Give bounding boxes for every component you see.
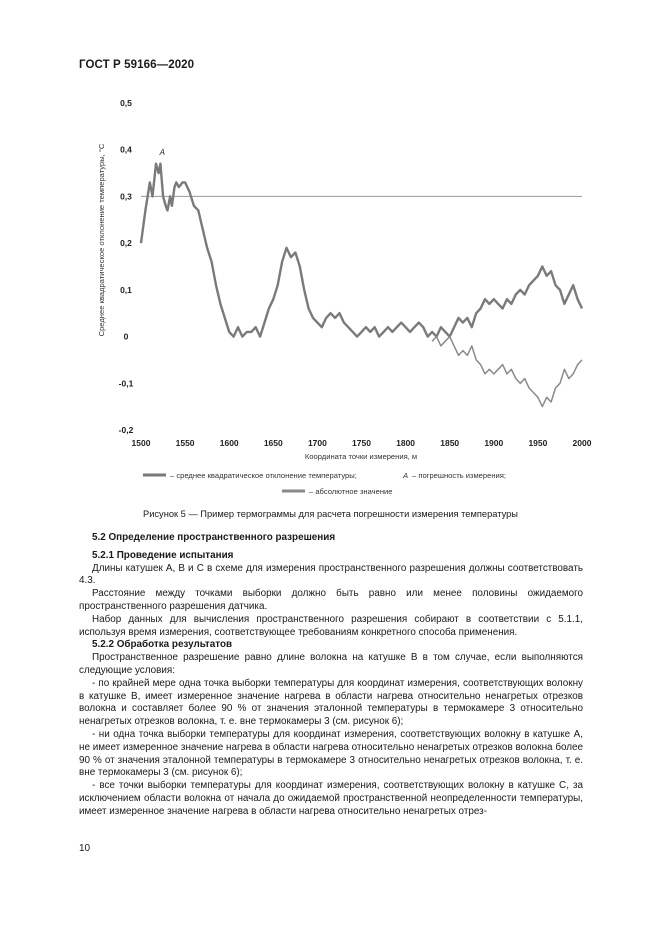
paragraph: - все точки выборки температуры для координат измерения, соответствующих волокну в катушке С, за исключением области волокна от начала до ожидаемой пространственной неопределенности температуры, имеет измеренное значение нагрева в области нагрева относительно ненагретых отрез- — [79, 780, 583, 817]
legend-label-1: – среднее квадратическое отклонение температуры; — [170, 471, 357, 480]
y-tick-label: 0 — [123, 331, 129, 342]
paragraph: Длины катушек A, B и C в схеме для измерения пространственного разрешения должны соответствовать 4.3. — [79, 562, 583, 587]
x-tick-label: 1750 — [352, 438, 371, 448]
series-line-2 — [432, 337, 582, 407]
y-tick-label: 0,2 — [120, 238, 132, 249]
section-heading: 5.2 Определение пространственного разрешения — [92, 532, 336, 543]
x-axis-label: Координата точки измерения, м — [304, 452, 418, 461]
paragraph: Пространственное разрешение равно длине волокна на катушке B в том случае, если выполняются следующие условия: — [79, 652, 583, 676]
y-tick-label: 0,5 — [120, 98, 132, 108]
paragraph: - ни одна точка выборки температуры для координат измерения, соответствующих волокну в катушке A, не имеет измеренное значение нагрева в области нагрева относительно ненагретых отрезков волокна более 90 % от значения эталонной температуры в термокамере 3 относительно ненагретых отрезков волокна, т. е. вне термокамеры 3 (см. рисунок 6); — [79, 728, 583, 779]
y-tick-label: 0,3 — [120, 191, 132, 202]
section-heading: 5.2.1 Проведение испытания — [92, 549, 234, 561]
legend-label-1-tail: – погрешность измерения; — [412, 471, 507, 480]
document-header: ГОСТ Р 59166—2020 — [79, 59, 195, 71]
y-tick-label: 0,1 — [120, 284, 132, 295]
legend-label-2: – абсолютное значение — [309, 487, 393, 496]
figure-caption: Рисунок 5 — Пример термограммы для расчета погрешности измерения температуры — [143, 509, 518, 519]
y-axis-label: Среднее квадратическое отклонение температуры, °C — [97, 143, 106, 337]
x-tick-label: 1600 — [219, 438, 239, 448]
y-tick-label: -0,1 — [118, 378, 134, 389]
x-tick-label: 1950 — [528, 438, 548, 448]
x-tick-label: 1550 — [175, 438, 195, 448]
x-tick-label: 1850 — [440, 438, 460, 448]
legend-label-1-italic: A — [403, 471, 409, 480]
paragraph: Набор данных для вычисления пространственного разрешения собирают в соответствии с 5.1.1, используя время измерения, соответствующее требованиям конкретного способа применения. — [79, 613, 583, 638]
section-heading: 5.2.2 Обработка результатов — [92, 639, 233, 651]
series-line-1 — [141, 164, 582, 337]
x-tick-label: 1650 — [263, 438, 283, 448]
x-tick-label: 1500 — [131, 438, 151, 448]
x-tick-label: 1700 — [307, 438, 327, 448]
paragraph: - по крайней мере одна точка выборки температуры для координат измерения, соответствующих волокну в катушке B, имеет измеренное значение нагрева в области нагрева относительно ненагретых отрезков волокна и составляет более 90 % от значения эталонной температуры в термокамере 3 относительно ненагретых отрезков волокна, т. е. вне термокамеры 3 (см. рисунок 6); — [79, 677, 583, 728]
page-number: 10 — [79, 843, 91, 854]
y-tick-label: -0,2 — [118, 425, 134, 435]
x-tick-label: 1800 — [396, 438, 416, 448]
paragraph: Расстояние между точками выборки должно быть равно или менее половины ожидаемого пространственного разрешения датчика. — [79, 588, 583, 612]
x-tick-label: 2000 — [572, 438, 592, 448]
document-body — [79, 532, 583, 819]
y-tick-label: 0,4 — [120, 144, 132, 155]
annotation-label: A — [159, 148, 165, 158]
x-tick-label: 1900 — [484, 438, 504, 448]
